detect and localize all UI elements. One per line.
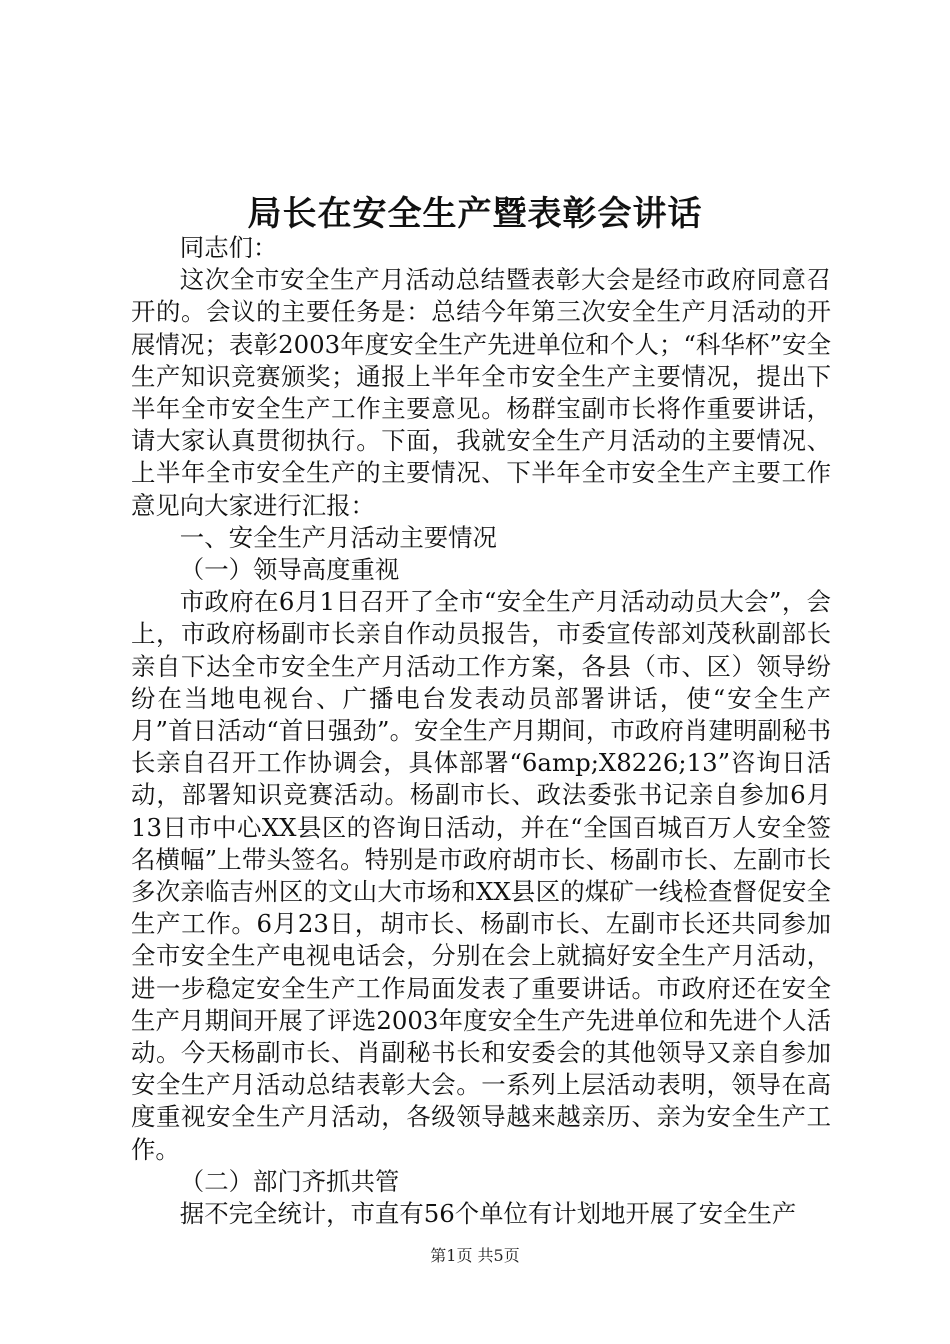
paragraph-leadership: 市政府在6月1日召开了全市“安全生产月活动动员大会”，会上，市政府杨副市长亲自作动员报告，市委宣传部刘茂秋副部长亲自下达全市安全生产月活动工作方案，各县（市、区）领导纷纷在当地电视台、广播电台发表动员部署讲话，使“安全生产月”首日活动“首日强劲”。安全生产月期间，市政府肖建明副秘书长亲自召开工作协调会，具体部署“6amp;X8226;13”咨询日活动，部署知识竞赛活动。杨副市长、政法委张书记亲自参加6月13日市中心XX县区的咨询日活动，并在“全国百城百万人安全签名横幅”上带头签名。特别是市政府胡市长、杨副市长、左副市长多次亲临吉州区的文山大市场和XX县区的煤矿一线检查督促安全生产工作。6月23日，胡市长、杨副市长、左副市长还共同参加全市安全生产电视电话会，分别在会上就搞好安全生产月活动，进一步稳定安全生产工作局面发表了重要讲话。市政府还在安全生产月期间开展了评选2003年度安全生产先进单位和先进个人活动。今天杨副市长、肖副秘书长和安委会的其他领导又亲自参加安全生产月活动总结表彰大会。一系列上层活动表明，领导在高度重视安全生产月活动，各级领导越来越亲历、亲为安全生产工作。 xyxy=(131,587,831,1164)
paragraph-intro: 这次全市安全生产月活动总结暨表彰大会是经市政府同意召开的。会议的主要任务是：总结今年第三次安全生产月活动的开展情况；表彰2003年度安全生产先进单位和个人；“科华杯”安全生产知识竞赛颁奖；通报上半年全市安全生产主要情况，提出下半年全市安全生产工作主要意见。杨群宝副市长将作重要讲话，请大家认真贯彻执行。下面，我就安全生产月活动的主要情况、上半年全市安全生产的主要情况、下半年全市安全生产主要工作意见向大家进行汇报： xyxy=(131,265,831,520)
subsection-heading-2: （二）部门齐抓共管 xyxy=(179,1166,400,1196)
document-title: 局长在安全生产暨表彰会讲话 xyxy=(247,194,703,234)
greeting: 同志们： xyxy=(179,233,278,262)
section-heading-1: 一、安全生产月活动主要情况 xyxy=(179,522,497,552)
page-footer: 第1页 共5页 xyxy=(430,1246,520,1265)
subsection-heading-1: （一）领导高度重视 xyxy=(179,555,400,585)
paragraph-departments: 据不完全统计，市直有56个单位有计划地开展了安全生产 xyxy=(179,1199,797,1229)
document-body xyxy=(131,232,831,1230)
